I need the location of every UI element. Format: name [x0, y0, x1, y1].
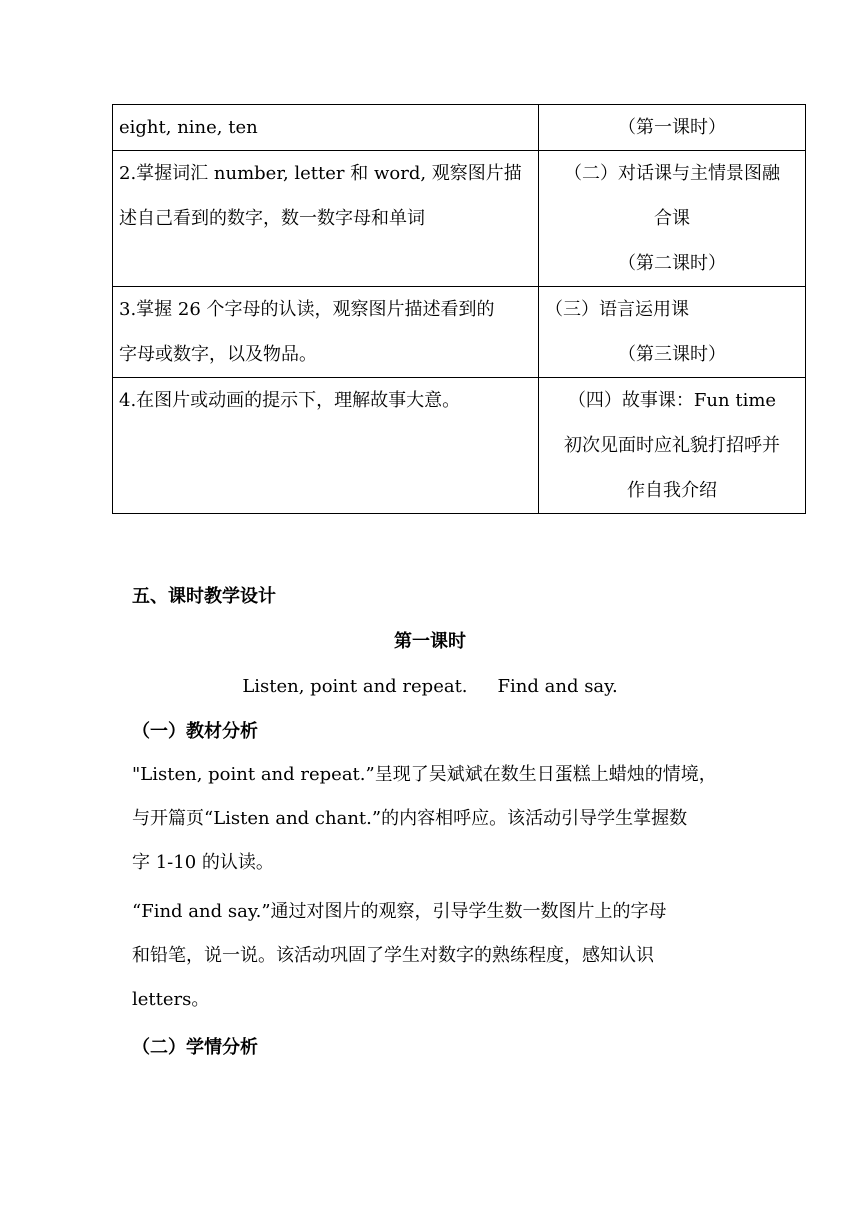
table-cell-objective [113, 378, 539, 514]
subsection-heading: （二）学情分析 [132, 1037, 258, 1058]
paragraph-line: 与开篇页“Listen and chant.”的内容相呼应。该活动引导学生掌握数 [132, 808, 688, 829]
table-row [113, 378, 806, 514]
paragraph-line: 和铅笔，说一说。该活动巩固了学生对数字的熟练程度，感知认识 [132, 945, 654, 966]
cell-line: 2.掌握词汇 number, letter 和 word, 观察图片描 [119, 163, 522, 184]
cell-line: 合课 [654, 208, 690, 229]
cell-line: （第二课时） [618, 253, 726, 274]
subsection-heading: （一）教材分析 [132, 721, 258, 742]
lesson-subtitle [0, 674, 860, 700]
cell-line: 初次见面时应礼貌打招呼并 [564, 435, 780, 456]
paragraph-line: 字 1-10 的认读。 [132, 852, 274, 873]
cell-line: 述自己看到的数字，数一数字母和单词 [119, 208, 425, 229]
table-cell-objective [113, 151, 539, 287]
cell-line: 作自我介绍 [627, 480, 717, 501]
paragraph [132, 890, 734, 1022]
cell-line: eight, nine, ten [119, 117, 258, 138]
paragraph-line: “Find and say.”通过对图片的观察，引导学生数一数图片上的字母 [132, 901, 667, 922]
cell-line: （四）故事课：Fun time [567, 390, 777, 411]
cell-line: （二）对话课与主情景图融 [564, 163, 780, 184]
cell-line: 字母或数字，以及物品。 [119, 344, 317, 365]
table-row [113, 105, 806, 151]
subtitle-part: Find and say. [497, 676, 618, 697]
table-cell-lesson [539, 378, 806, 514]
table-cell-lesson [539, 105, 806, 151]
table-cell-lesson [539, 287, 806, 378]
table-cell-objective [113, 287, 539, 378]
subtitle-part: Listen, point and repeat. [242, 676, 468, 697]
paragraph-line: letters。 [132, 989, 210, 1010]
table-row [113, 151, 806, 287]
cell-line: （第一课时） [618, 117, 726, 138]
table-row [113, 287, 806, 378]
table-cell-lesson [539, 151, 806, 287]
cell-line: （第三课时） [618, 344, 726, 365]
objectives-table [112, 104, 806, 514]
cell-line: （三）语言运用课 [545, 299, 689, 320]
paragraph [132, 753, 734, 885]
section-heading: 五、课时教学设计 [132, 586, 276, 607]
paragraph-line: "Listen, point and repeat.”呈现了吴斌斌在数生日蛋糕上蜡烛的情境， [132, 764, 717, 785]
cell-line: 4.在图片或动画的提示下，理解故事大意。 [119, 390, 461, 411]
lesson-title: 第一课时 [394, 631, 466, 652]
cell-line: 3.掌握 26 个字母的认读，观察图片描述看到的 [119, 299, 495, 320]
table-cell-objective [113, 105, 539, 151]
